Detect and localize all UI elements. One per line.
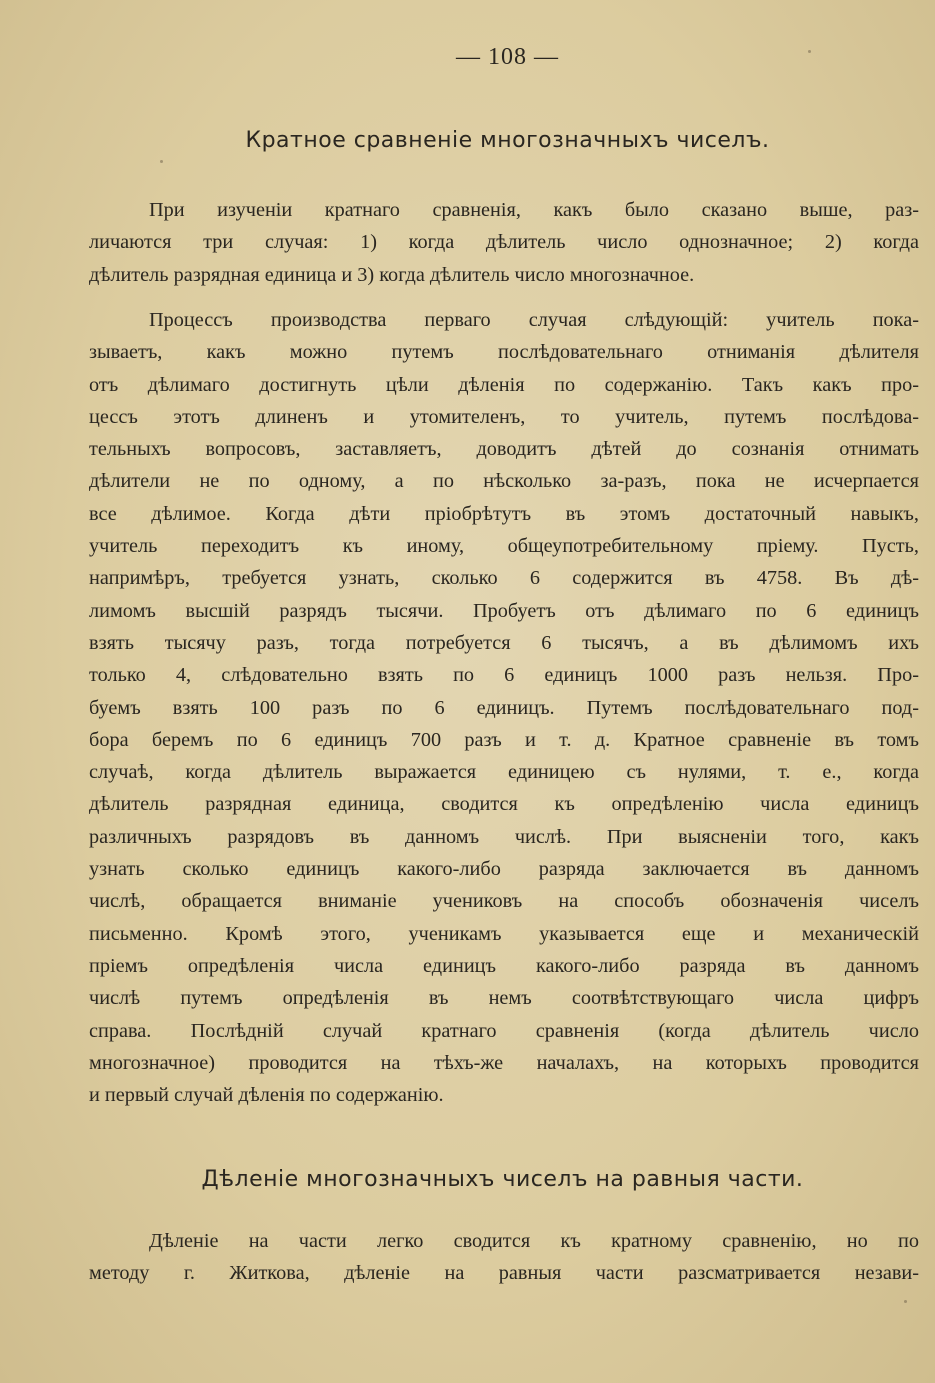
- text-line: зываетъ, какъ можно путемъ послѣдовательнаго отниманія дѣлителя: [89, 341, 919, 364]
- text-line: методу г. Житкова, дѣленіе на равныя части разсматривается незави-: [89, 1262, 919, 1285]
- page-number: — 108 —: [456, 44, 559, 70]
- text-line: различныхъ разрядовъ въ данномъ числѣ. При выясненіи того, какъ: [89, 825, 919, 848]
- text-line: дѣлитель разрядная единица, сводится къ опредѣленію числа единицъ: [89, 793, 919, 816]
- text-line: тельныхъ вопросовъ, заставляетъ, доводитъ дѣтей до сознанія отнимать: [89, 438, 919, 461]
- text-line: справа. Послѣдній случай кратнаго сравненія (когда дѣлитель число: [89, 1019, 919, 1042]
- text-line: и первый случай дѣленія по содержанію.: [89, 1084, 444, 1107]
- text-line: взять тысячу разъ, тогда потребуется 6 тысячъ, а въ дѣлимомъ ихъ: [89, 631, 919, 654]
- text-line: отъ дѣлимаго достигнуть цѣли дѣленія по содержанію. Такъ какъ про-: [89, 373, 919, 396]
- text-line: только 4, слѣдовательно взять по 6 единицъ 1000 разъ нельзя. Про-: [89, 664, 919, 687]
- text-line: учитель переходитъ къ иному, общеупотребительному пріему. Пусть,: [89, 535, 919, 558]
- text-line: лимомъ высшій разрядъ тысячи. Пробуетъ отъ дѣлимаго по 6 единицъ: [89, 599, 919, 622]
- section-heading-multiple-comparison: Кратное сравненіе многозначныхъ чиселъ.: [245, 128, 770, 153]
- text-line: цессъ этотъ длиненъ и утомителенъ, то учитель, путемъ послѣдова-: [89, 405, 919, 428]
- text-line: личаются три случая: 1) когда дѣлитель число однозначное; 2) когда: [89, 231, 919, 254]
- text-line: узнать сколько единицъ какого-либо разряда заключается въ данномъ: [89, 858, 919, 881]
- paper-speck: [904, 1300, 907, 1303]
- text-line: пріемъ опредѣленія числа единицъ какого-либо разряда въ данномъ: [89, 954, 919, 977]
- paragraph-intro: [89, 194, 919, 291]
- paragraph-process: [89, 304, 919, 1111]
- text-line: напримѣръ, требуется узнать, сколько 6 содержится въ 4758. Въ дѣ-: [89, 567, 919, 590]
- text-line: дѣлитель разрядная единица и 3) когда дѣлитель число многозначное.: [89, 263, 695, 286]
- text-line: письменно. Кромѣ этого, ученикамъ указывается еще и механическій: [89, 922, 919, 945]
- paper-speck: [808, 50, 811, 53]
- text-line: Дѣленіе на части легко сводится къ кратному сравненію, но по: [149, 1230, 919, 1252]
- text-line: дѣлители не по одному, а по нѣсколько за-разъ, пока не исчерпается: [89, 470, 919, 493]
- text-line: числѣ путемъ опредѣленія въ немъ соотвѣтствующаго числа цифръ: [89, 987, 919, 1010]
- section-heading-equal-division: Дѣленіе многозначныхъ чиселъ на равныя части.: [201, 1167, 804, 1192]
- paper-speck: [160, 160, 163, 163]
- paragraph-equal-division: [89, 1225, 919, 1290]
- text-line: буемъ взять 100 разъ по 6 единицъ. Путемъ послѣдовательнаго под-: [89, 696, 919, 719]
- text-line: все дѣлимое. Когда дѣти пріобрѣтутъ въ этомъ достаточный навыкъ,: [89, 502, 919, 525]
- text-line: Процессъ производства перваго случая слѣдующій: учитель пока-: [149, 309, 919, 331]
- text-line: бора беремъ по 6 единицъ 700 разъ и т. д. Кратное сравненіе въ томъ: [89, 728, 919, 751]
- text-line: случаѣ, когда дѣлитель выражается единицею съ нулями, т. е., когда: [89, 761, 919, 784]
- text-line: При изученіи кратнаго сравненія, какъ было сказано выше, раз-: [149, 199, 919, 221]
- text-line: многозначное) проводится на тѣхъ-же началахъ, на которыхъ проводится: [89, 1051, 919, 1074]
- text-line: числѣ, обращается вниманіе учениковъ на способъ обозначенія чиселъ: [89, 890, 919, 913]
